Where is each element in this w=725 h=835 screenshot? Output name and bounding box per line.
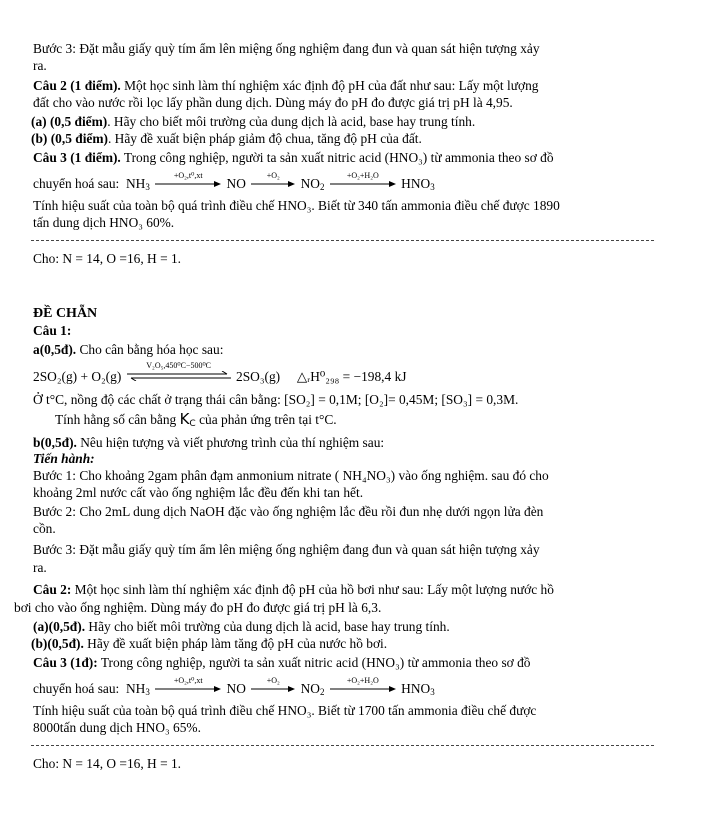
question-2b-even <box>31 636 387 652</box>
question-2-even <box>33 582 554 598</box>
no2-formula: $NO_2$ <box>300 681 325 697</box>
question-1-title: Câu 1: <box>33 323 72 338</box>
equation-right: 2SO₃(g) <box>236 369 281 384</box>
nh3-formula: $NH_3$ <box>125 681 150 697</box>
sub-label: a(0,5đ). <box>33 342 77 357</box>
scheme-line-even <box>33 676 435 697</box>
reaction-arrow: +O₂ <box>251 180 295 188</box>
sub-label: (a)(0,5đ). <box>33 619 86 634</box>
reaction-arrow: +O₂ <box>251 685 295 693</box>
equilibrium-arrow: V₂O₅,450⁰C−500⁰C <box>127 371 231 381</box>
procedure-heading: Tiến hành: <box>33 451 95 466</box>
kc-symbol: $K_C$ <box>179 410 196 429</box>
equation-left: 2SO₂(g) + O₂(g) <box>33 369 122 384</box>
scheme-lead: chuyển hoá sau: <box>33 681 120 696</box>
question-3-odd-text: Tính hiệu suất của toàn bộ quá trình điều chế HNO₃. Biết từ 340 tấn ammonia điều chế được 1890 <box>33 198 560 213</box>
question-2a-odd <box>31 114 475 130</box>
enthalpy: △ᵣH⁰₂₉₈ = −198,4 kJ <box>296 369 407 384</box>
sub-label: b(0,5đ). <box>33 435 77 450</box>
given-masses: Cho: N = 14, O =16, H = 1. <box>33 251 182 266</box>
question-text: Một học sinh làm thí nghiệm xác định độ pH của hồ bơi như sau: Lấy một lượng nước hồ <box>71 582 554 597</box>
equilibrium-concentrations: Ở t°C, nồng độ các chất ở trạng thái cân bằng: [SO₂] = 0,1M; [O₂]= 0,45M; [SO₃] = 0,3M. <box>33 392 519 407</box>
question-1a <box>33 342 223 358</box>
sub-label: (b)(0,5đ). <box>31 636 84 651</box>
question-1b <box>33 435 384 451</box>
question-3-even-text: Tính hiệu suất của toàn bộ quá trình điều chế HNO₃. Biết từ 1700 tấn ammonia điều chế được <box>33 703 537 718</box>
nh3-formula: $NH_3$ <box>125 176 150 192</box>
reaction-arrow: +O₂,t⁰,xt <box>155 685 221 693</box>
question-3-even <box>33 655 531 671</box>
sub-text: . Hãy đề xuất biện pháp giảm độ chua, tăng độ pH của đất. <box>107 131 422 146</box>
hno3-formula: $HNO_3$ <box>401 681 435 697</box>
sub-label: (b) (0,5 điểm) <box>31 131 108 146</box>
given-masses: Cho: N = 14, O =16, H = 1. <box>33 756 182 771</box>
reaction-arrow: +O₂,t⁰,xt <box>155 180 221 188</box>
step3-line-cont: ra. <box>33 58 47 73</box>
kc-pre: Tính hằng số cân bằng <box>55 412 180 427</box>
question-3-even-text-cont: 8000tấn dung dịch HNO₃ 65%. <box>33 720 201 735</box>
question-3-odd <box>33 150 554 166</box>
question-2-odd <box>33 78 538 94</box>
step-1: Bước 1: Cho khoảng 2gam phân đạm anmonium nitrate ( NH₄NO₃) vào ống nghiệm. sau đó cho <box>33 468 549 483</box>
question-title: Câu 3 (1 điểm). <box>33 150 121 165</box>
no2-formula: $NO_2$ <box>300 176 325 192</box>
reaction-arrow: +O₂+H₂O <box>330 685 396 693</box>
sub-text: Hãy cho biết môi trường của dung dịch là acid, base hay trung tính. <box>85 619 450 634</box>
step-1-cont: khoảng 2ml nước cất vào ống nghiệm lắc đều đến khi tan hết. <box>33 485 364 500</box>
step-3: Bước 3: Đặt mẫu giấy quỳ tím ẩm lên miệng ống nghiệm đang đun và quan sát hiện tượng xảy <box>33 542 540 557</box>
sub-text: Nêu hiện tượng và viết phương trình của thí nghiệm sau: <box>76 435 385 450</box>
no-formula: NO <box>226 681 246 696</box>
kc-post: của phản ứng trên tại t°C. <box>195 412 337 427</box>
sub-text: . Hãy cho biết môi trường của dung dịch là acid, base hay trung tính. <box>107 114 476 129</box>
sub-text: Cho cân bằng hóa học sau: <box>76 342 224 357</box>
question-text: Trong công nghiệp, người ta sản xuất nitric acid (HNO₃) từ ammonia theo sơ đồ <box>97 655 531 670</box>
step-2: Bước 2: Cho 2mL dung dịch NaOH đặc vào ống nghiệm lắc đều rồi đun nhẹ dưới ngọn lửa đèn <box>33 504 544 519</box>
no-formula: NO <box>226 176 246 191</box>
question-text: Một học sinh làm thí nghiệm xác định độ pH của đất như sau: Lấy một lượng <box>120 78 539 93</box>
step3-line: Bước 3: Đặt mẫu giấy quỳ tím ẩm lên miệng ống nghiệm đang đun và quan sát hiện tượng xảy <box>33 41 540 56</box>
divider <box>31 745 654 746</box>
question-3-odd-text-cont: tấn dung dịch HNO₃ 60%. <box>33 215 175 230</box>
kc-question <box>55 411 337 428</box>
divider <box>31 240 654 241</box>
step-2-cont: cồn. <box>33 521 56 536</box>
question-title: Câu 2 (1 điểm). <box>33 78 121 93</box>
question-text: Trong công nghiệp, người ta sản xuất nitric acid (HNO₃) từ ammonia theo sơ đồ <box>120 150 554 165</box>
scheme-line-odd <box>33 171 435 192</box>
sub-label: (a) (0,5 điểm) <box>31 114 108 129</box>
question-2a-even <box>33 619 450 635</box>
question-title: Câu 3 (1đ): <box>33 655 98 670</box>
hno3-formula: $HNO_3$ <box>401 176 435 192</box>
reaction-arrow: +O₂+H₂O <box>330 180 396 188</box>
scheme-lead: chuyển hoá sau: <box>33 176 120 191</box>
section-heading: ĐỀ CHẴN <box>33 306 98 321</box>
equilibrium-equation <box>33 361 407 385</box>
question-2-even-cont: bơi cho vào ống nghiệm. Dùng máy đo pH đo được giá trị pH là 6,3. <box>14 600 382 615</box>
sub-text: Hãy đề xuất biện pháp làm tăng độ pH của nước hồ bơi. <box>83 636 388 651</box>
question-title: Câu 2: <box>33 582 72 597</box>
question-2-odd-cont: đất cho vào nước rồi lọc lấy phần dung dịch. Dùng máy đo pH đo được giá trị pH là 4,95. <box>33 95 513 110</box>
step-3-cont: ra. <box>33 560 47 575</box>
question-2b-odd <box>31 131 422 147</box>
